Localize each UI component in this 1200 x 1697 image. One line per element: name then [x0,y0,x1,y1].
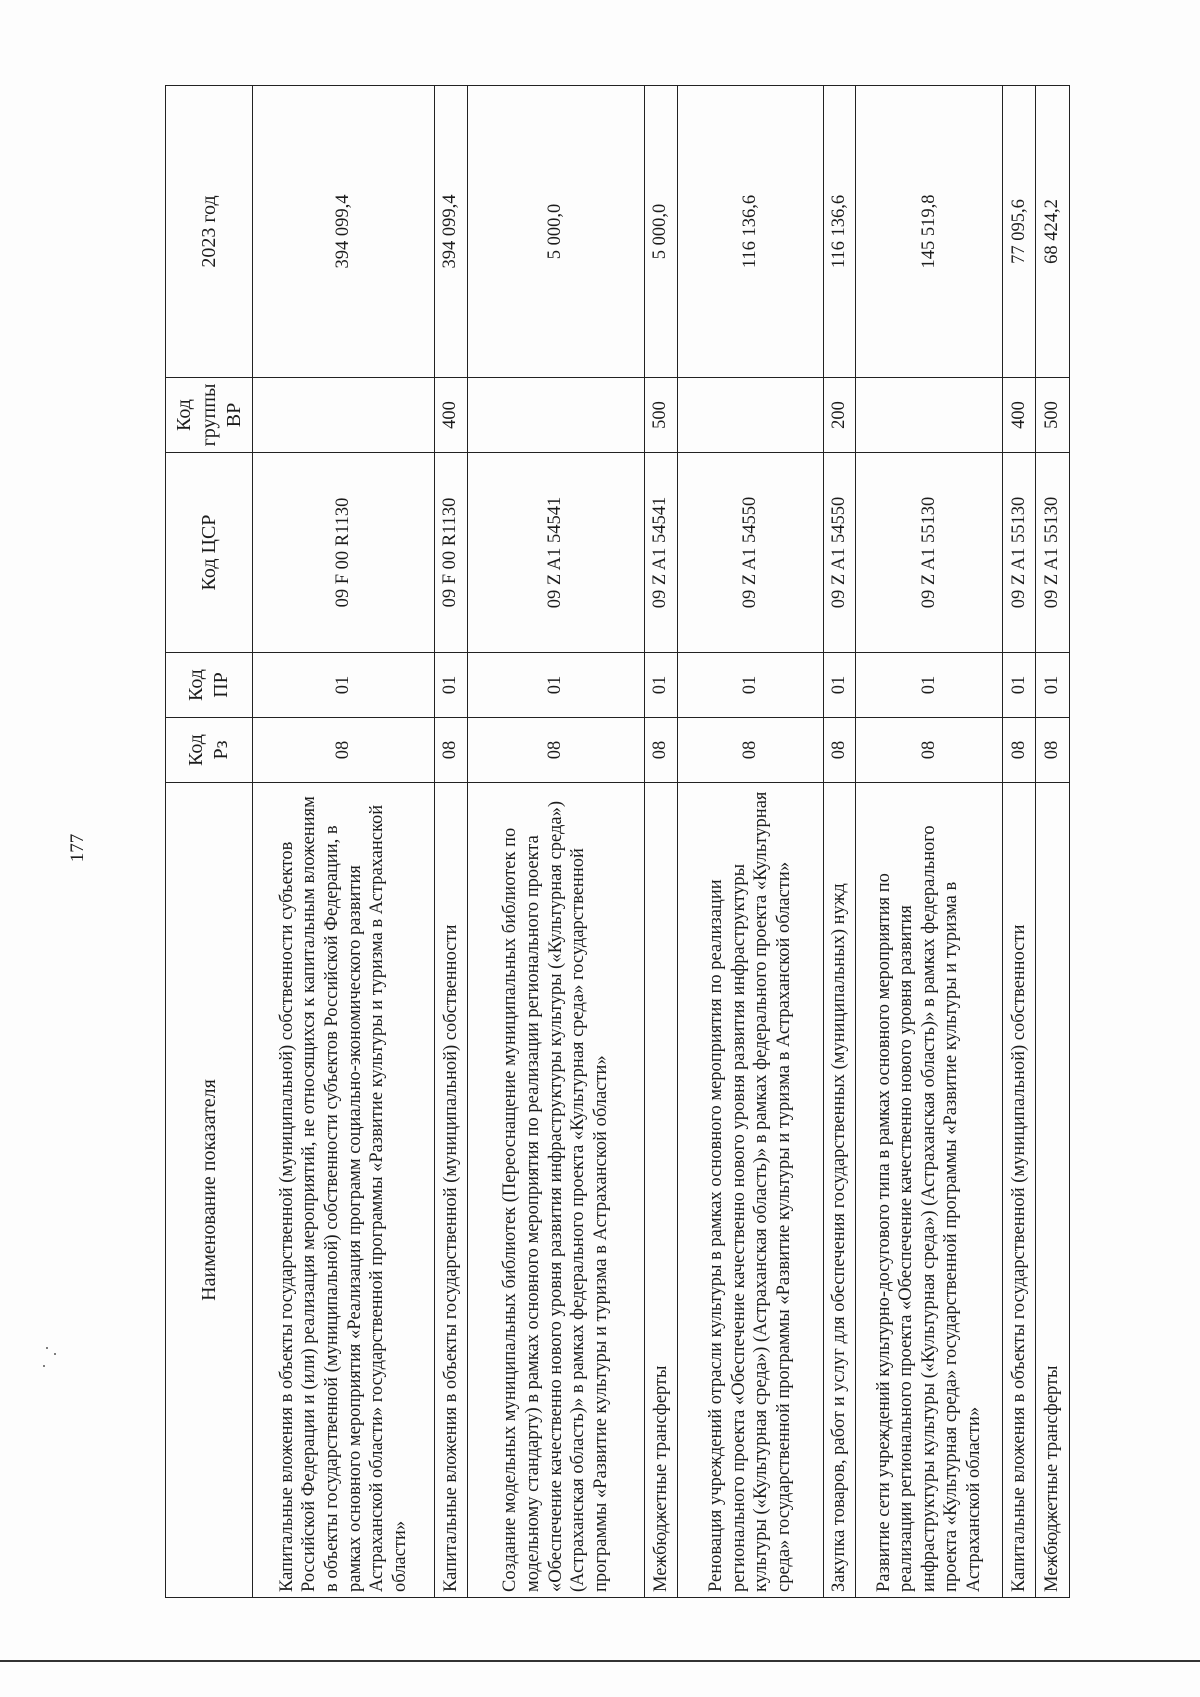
row-pr: 01 [856,653,1002,718]
row-amount: 394 099,4 [435,86,468,378]
table-row [253,86,435,1598]
row-name: Капитальные вложения в объекты государственной (муниципальной) собственности [435,783,468,1598]
row-amount: 5 000,0 [645,86,678,378]
table-row [1036,86,1070,1598]
row-rz: 08 [856,718,1002,783]
row-pr: 01 [1002,653,1036,718]
header-year: 2023 год [166,86,253,378]
row-name: Межбюджетные трансферты [1036,783,1070,1598]
header-rz: Код Рз [166,718,253,783]
row-name: Реновация учреждений отрасли культуры в рамках основного мероприятия по реализации регионального проекта «Обеспечение качественно нового уровня развития инфраструктуры культуры («Культурная среда») (Астраханская область)» в рамках федерального проекта «Культурная среда» государственной программы «Развитие культуры и туризма в Астраханской области» [677,783,823,1598]
row-csr: 09 Z A1 55130 [856,453,1002,653]
row-rz: 08 [823,718,856,783]
row-amount: 145 519,8 [856,86,1002,378]
row-name: Закупка товаров, работ и услуг для обеспечения государственных (муниципальных) нужд [823,783,856,1598]
row-amount: 68 424,2 [1036,86,1070,378]
row-csr: 09 F 00 R1130 [435,453,468,653]
row-pr: 01 [645,653,678,718]
row-vr [677,378,823,453]
row-csr: 09 Z A1 54550 [823,453,856,653]
row-name: Капитальные вложения в объекты государственной (муниципальной) собственности субъектов Российской Федерации и (или) реализация мероприятий, не относящихся к капитальным вложениям в объекты государственной (муниципальной) собственности субъектов Российской Федерации, в рамках основного мероприятия «Реализация программ социально-экономического развития Астраханской области» государственной программы «Развитие культуры и туризма в Астраханской области» [253,783,435,1598]
row-rz: 08 [435,718,468,783]
row-rz: 08 [645,718,678,783]
scan-bottom-edge [0,1660,1200,1662]
row-pr: 01 [677,653,823,718]
table-row [823,86,856,1598]
row-csr: 09 Z A1 55130 [1002,453,1036,653]
row-name: Создание модельных муниципальных библиотек (Переоснащение муниципальных библиотек по модельному стандарту) в рамках основного мероприятия по реализации регионального проекта «Обеспечение качественно нового уровня развития инфраструктуры культуры («Культурная среда») (Астраханская область)» в рамках федерального проекта «Культурная среда» государственной программы «Развитие культуры и туризма в Астраханской области» [467,783,645,1598]
row-pr: 01 [1036,653,1070,718]
page-number: 177 [67,833,88,863]
row-pr: 01 [467,653,645,718]
table-row [1002,86,1036,1598]
row-vr [467,378,645,453]
row-amount: 116 136,6 [823,86,856,378]
header-vr: Код группы ВР [166,378,253,453]
row-rz: 08 [253,718,435,783]
row-amount: 77 095,6 [1002,86,1036,378]
row-vr [253,378,435,453]
row-rz: 08 [677,718,823,783]
row-csr: 09 F 00 R1130 [253,453,435,653]
row-name: Капитальные вложения в объекты государственной (муниципальной) собственности [1002,783,1036,1598]
table-row [677,86,823,1598]
row-name: Межбюджетные трансферты [645,783,678,1598]
row-csr: 09 Z A1 54550 [677,453,823,653]
header-name: Наименование показателя [166,783,253,1598]
row-vr: 400 [1002,378,1036,453]
row-csr: 09 Z A1 54541 [467,453,645,653]
row-pr: 01 [253,653,435,718]
row-rz: 08 [1002,718,1036,783]
row-amount: 394 099,4 [253,86,435,378]
row-csr: 09 Z A1 55130 [1036,453,1070,653]
row-vr [856,378,1002,453]
scan-specks [40,1345,80,1375]
row-rz: 08 [1036,718,1070,783]
row-vr: 200 [823,378,856,453]
table-row [645,86,678,1598]
row-amount: 5 000,0 [467,86,645,378]
budget-table [165,85,1070,1598]
row-rz: 08 [467,718,645,783]
row-amount: 116 136,6 [677,86,823,378]
row-pr: 01 [823,653,856,718]
table-header-row [166,86,253,1598]
row-csr: 09 Z A1 54541 [645,453,678,653]
row-vr: 500 [645,378,678,453]
row-pr: 01 [435,653,468,718]
row-vr: 500 [1036,378,1070,453]
row-name: Развитие сети учреждений культурно-досугового типа в рамках основного мероприятия по реализации регионального проекта «Обеспечение качественно нового уровня развития инфраструктуры культуры («Культурная среда») (Астраханская область)» в рамках федерального проекта «Культурная среда» государственной программы «Развитие культуры и туризма в Астраханской области» [856,783,1002,1598]
header-pr: Код ПР [166,653,253,718]
table-row [856,86,1002,1598]
header-csr: Код ЦСР [166,453,253,653]
table-row [467,86,645,1598]
row-vr: 400 [435,378,468,453]
table-row [435,86,468,1598]
rotated-budget-table [165,86,1070,1598]
